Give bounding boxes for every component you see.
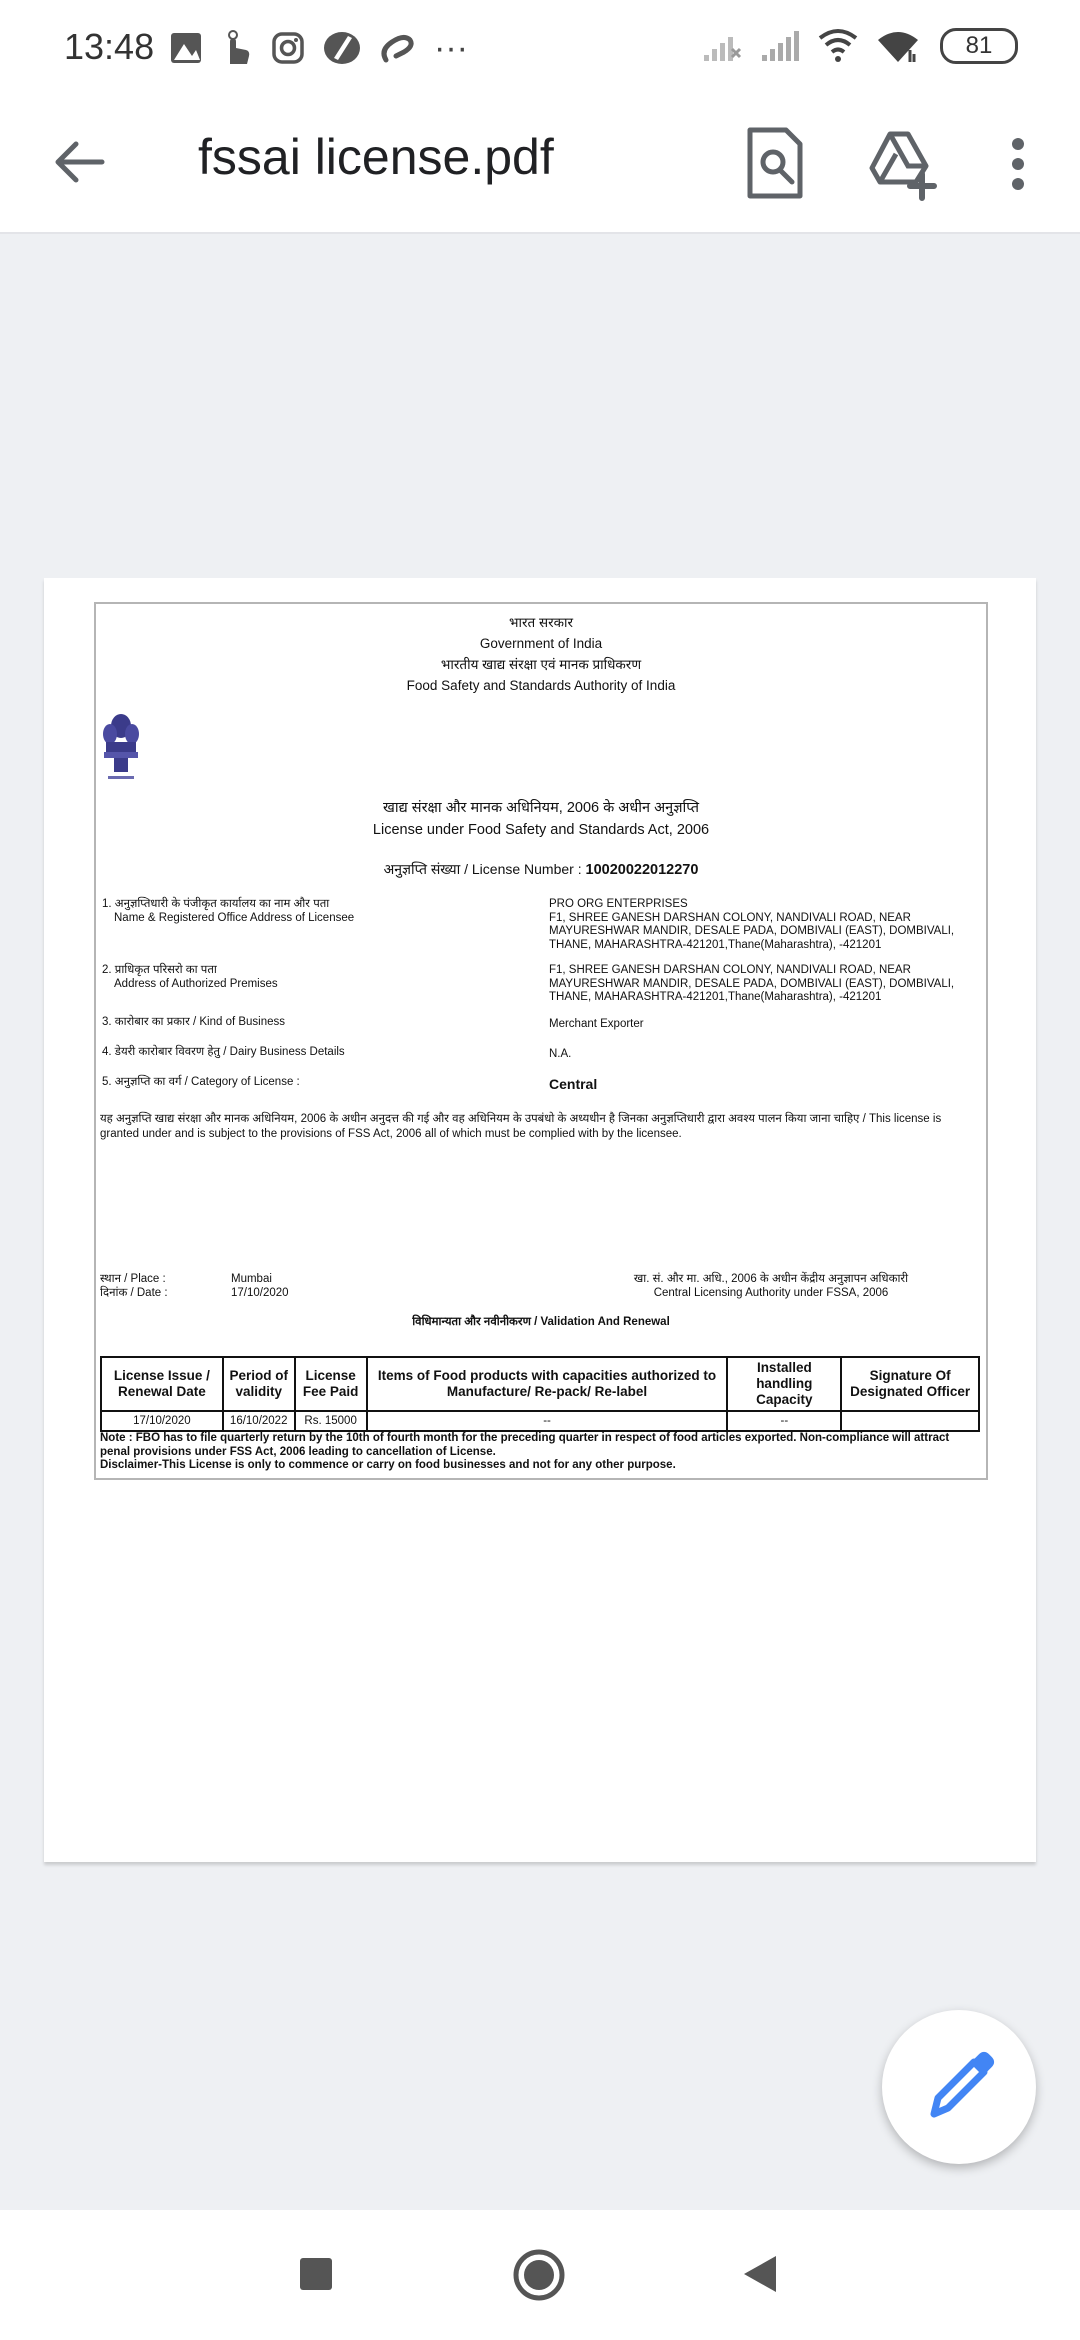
battery-indicator: 81	[940, 28, 1018, 64]
license-category: Central	[549, 1076, 598, 1092]
status-time: 13:48	[64, 26, 155, 67]
table-row	[101, 1411, 979, 1431]
table-cell: --	[367, 1411, 728, 1431]
date-value: 17/10/2020	[231, 1287, 289, 1299]
act-hindi: खाद्य संरक्षा और मानक अधिनियम, 2006 के अधीन अनुज्ञप्ति	[383, 800, 699, 816]
home-circle-icon[interactable]	[512, 2248, 566, 2302]
table-header: Items of Food products with capacities authorized to Manufacture/ Re-pack/ Re-label	[367, 1357, 728, 1411]
licensee-address: F1, SHREE GANESH DARSHAN COLONY, NANDIVALI ROAD, NEAR MAYURESHWAR MANDIR, DESALE PADA, DOMBIVALI (EAST), DOMBIVALI, THANE, MAHARASHTRA-421201,Thane(Maharashtra), -421201	[549, 911, 955, 951]
edit-app-icon	[322, 30, 362, 66]
image-icon	[168, 30, 204, 66]
table-cell: 16/10/2022	[223, 1411, 295, 1431]
license-number-label: अनुज्ञप्ति संख्या / License Number :	[383, 861, 582, 877]
license-document	[96, 604, 986, 1471]
item-label-hindi: 1. अनुज्ञप्तिधारी के पंजीकृत कार्यालय का नाम और पता	[102, 898, 330, 910]
authority-hindi: खा. सं. और मा. अधि., 2006 के अधीन केंद्रीय अनुज्ञापन अधिकारी	[633, 1273, 909, 1285]
app-bar	[0, 100, 1080, 234]
validation-title: विधिमान्यता और नवीनीकरण / Validation And Renewal	[412, 1316, 670, 1328]
place-label: स्थान / Place :	[100, 1273, 166, 1285]
note-text: Note : FBO has to file quarterly return by the 10th of fourth month for the preceding quarter in respect of food articles exported. Non-compliance will attract penal provisions under FSS Act, 2006 leading to cancellation of License.	[100, 1432, 950, 1458]
license-number-line	[96, 860, 986, 879]
item-label: 5. अनुज्ञप्ति का वर्ग / Category of License :	[102, 1076, 300, 1088]
table-header-row	[101, 1357, 979, 1411]
license-number: 10020022012270	[585, 862, 699, 878]
premises-address: F1, SHREE GANESH DARSHAN COLONY, NANDIVALI ROAD, NEAR MAYURESHWAR MANDIR, DESALE PADA, DOMBIVALI (EAST), DOMBIVALI, THANE, MAHARASHTRA-421201,Thane(Maharashtra), -421201	[549, 964, 955, 1003]
license-border	[94, 602, 988, 1480]
header-english-2: Food Safety and Standards Authority of India	[406, 678, 676, 693]
license-terms: यह अनुज्ञप्ति खाद्य संरक्षा और मानक अधिनियम, 2006 के अधीन अनुदत्त की गई और वह अधिनियम के उपबंधो के अध्यधीन है जिनका अनुज्ञप्तिधारी द्वारा अवश्य पालन किया जाना चाहिए / This license is granted under and is subject to the provisions of FSS Act, 2006 all of which must be complied with by the licensee.	[100, 1113, 942, 1140]
table-cell: --	[727, 1411, 841, 1431]
act-title	[96, 797, 986, 841]
national-emblem-icon	[96, 708, 146, 784]
table-cell: 17/10/2020	[101, 1411, 223, 1431]
licensee-name: PRO ORG ENTERPRISES	[549, 898, 688, 910]
system-status	[702, 28, 1018, 64]
header	[96, 604, 986, 696]
table-header: License Fee Paid	[295, 1357, 367, 1411]
add-to-drive-icon[interactable]	[868, 124, 938, 204]
table-header: Signature Of Designated Officer	[841, 1357, 979, 1411]
more-vert-icon[interactable]	[998, 124, 1038, 204]
document-title: fssai license.pdf	[198, 129, 554, 185]
item-label: 4. डेयरी कारोबार विवरण हेतु / Dairy Business Details	[102, 1046, 345, 1058]
item-label-hindi: 2. प्राधिकृत परिसरो का पता	[102, 964, 217, 976]
header-hindi-2: भारतीय खाद्य संरक्षा एवं मानक प्राधिकरण	[440, 657, 642, 672]
item-label: 3. कारोबार का प्रकार / Kind of Business	[102, 1016, 286, 1028]
recents-square-icon[interactable]	[298, 2256, 334, 2292]
navigation-bar	[0, 2210, 1080, 2340]
more-notifications-icon: ···	[434, 29, 468, 67]
table-cell: Rs. 15000	[295, 1411, 367, 1431]
header-hindi-1: भारत सरकार	[509, 615, 573, 630]
link-app-icon	[378, 30, 418, 66]
table-cell	[841, 1411, 979, 1431]
edit-fab-button[interactable]	[882, 2010, 1036, 2164]
disclaimer-text: Disclaimer-This License is only to commence or carry on food businesses and not for any other purpose.	[100, 1459, 676, 1471]
item-label-english: Name & Registered Office Address of Licensee	[114, 911, 355, 924]
back-arrow-icon[interactable]	[48, 130, 112, 194]
instagram-icon	[270, 30, 306, 66]
business-kind: Merchant Exporter	[549, 1018, 644, 1030]
search-document-icon[interactable]	[740, 124, 810, 204]
notes	[100, 1432, 980, 1473]
edit-pencil-icon	[882, 2010, 1036, 2164]
notification-icons	[168, 26, 468, 70]
signal-no-sim-icon	[702, 29, 742, 63]
table-header: License Issue / Renewal Date	[101, 1357, 223, 1411]
act-english: License under Food Safety and Standards Act, 2006	[372, 822, 710, 838]
hand-icon	[220, 30, 254, 66]
authority-english: Central Licensing Authority under FSSA, 2006	[653, 1287, 889, 1299]
table-header: Installed handling Capacity	[727, 1357, 841, 1411]
date-label: दिनांक / Date :	[100, 1287, 168, 1299]
wifi-calling-icon	[818, 28, 858, 64]
place-value: Mumbai	[231, 1273, 272, 1285]
signal-icon	[760, 29, 800, 63]
wifi-icon	[876, 28, 922, 64]
table-header: Period of validity	[223, 1357, 295, 1411]
validation-table	[100, 1356, 980, 1432]
header-english-1: Government of India	[479, 636, 603, 651]
pdf-page[interactable]	[44, 578, 1036, 1862]
back-triangle-icon[interactable]	[742, 2254, 778, 2294]
dairy-details: N.A.	[549, 1048, 572, 1060]
status-bar	[0, 0, 1080, 100]
item-label-english: Address of Authorized Premises	[114, 977, 278, 990]
